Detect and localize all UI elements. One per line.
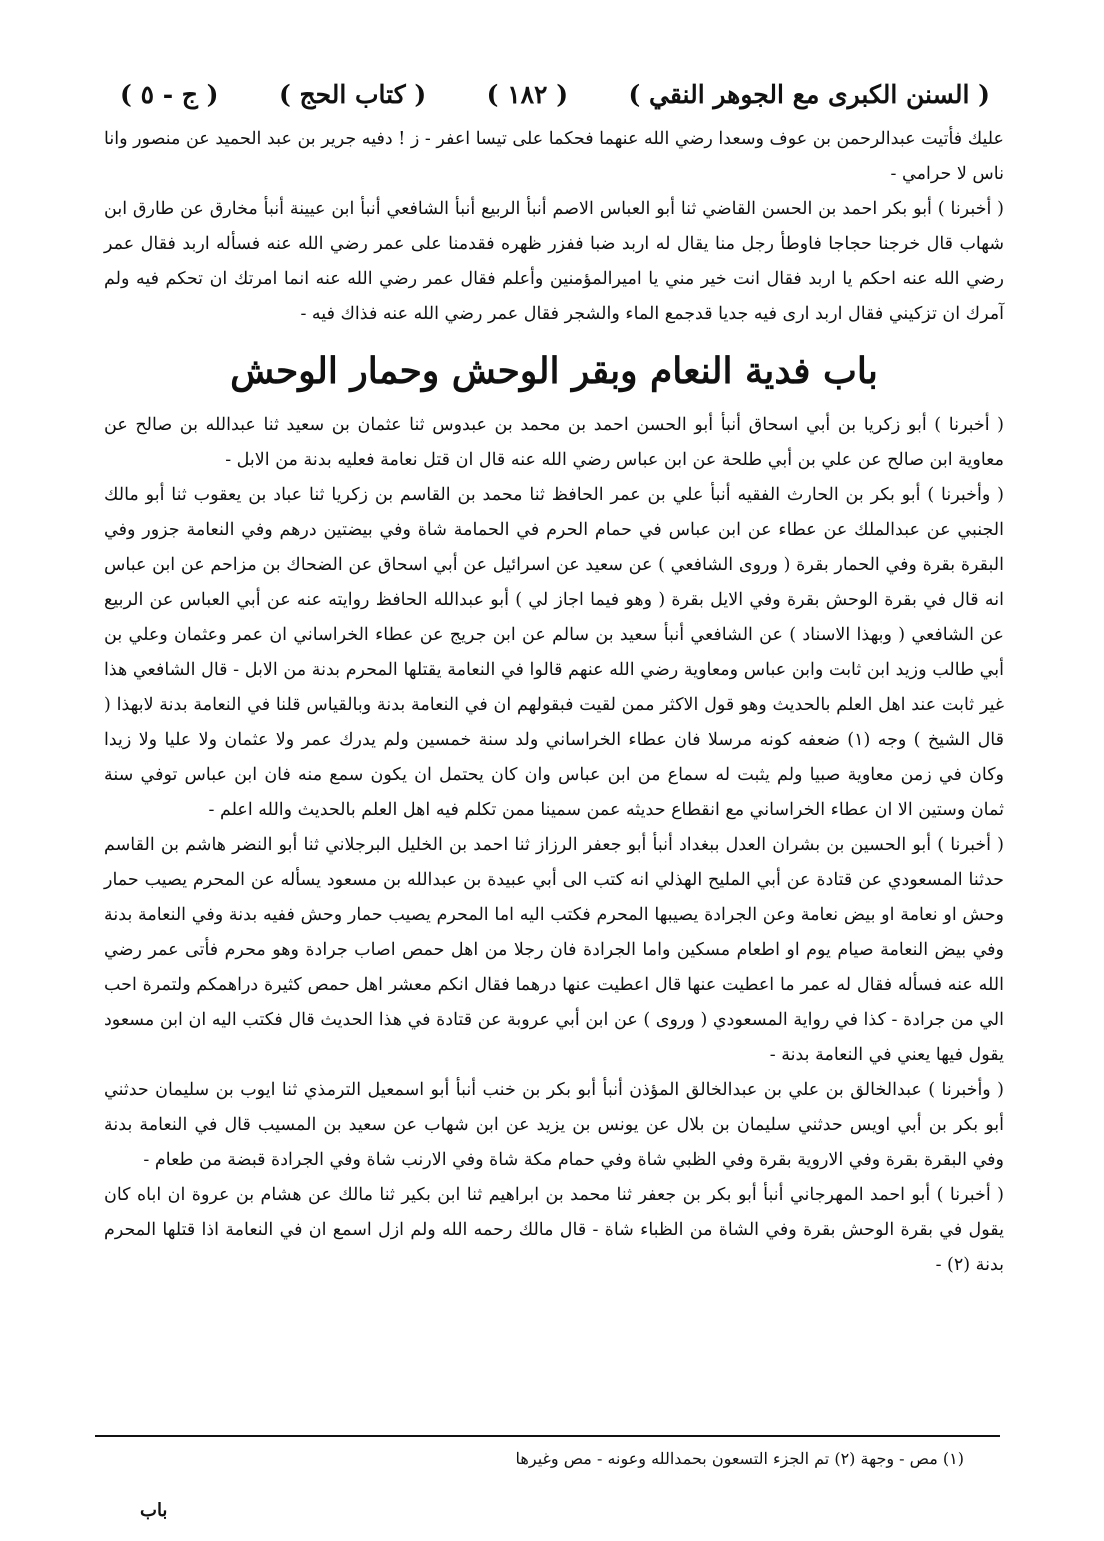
header-page-number: ( ١٨٢ ) [486,79,569,109]
paragraph-continuation: عليك فأتيت عبدالرحمن بن عوف وسعدا رضي الله عنهما فحكما على تيسا اعفر - ز ! دفيه جرير بن عبد الحميد عن منصور وانا ناس لا حرامي - [104,129,1004,184]
paragraph-ata-report: ( وأخبرنا ) أبو بكر بن الحارث الفقيه أنبأ علي بن عمر الحافظ ثنا محمد بن القاسم بن زكريا ثنا عباد بن يعقوب ثنا أبو مالك الجنبي عن عبدالملك عن عطاء عن ابن عباس في حمام الحرم في الحمامة شاة وفي بيضتين درهم وفي النعامة جزور وفي البقرة بقرة وفي الحمار بقرة ( وروى الشافعي ) عن سعيد عن اسرائيل عن أبي اسحاق عن الضحاك بن مزاحم عن ابن عباس انه قال في بقرة الوحش بقرة وفي الايل بقرة ( وهو فيما اجاز لي ) أبو عبدالله الحافظ روايته عنه عن أبي العباس عن الربيع عن الشافعي ( وبهذا الاسناد ) عن الشافعي أنبأ سعيد بن سالم عن ابن جريج عن عطاء الخراساني ان عمر وعثمان وعلي بن أبي طالب وزيد ابن ثابت وابن عباس ومعاوية رضي الله عنهم قالوا في النعامة يقتلها المحرم بدنة من الابل - قال الشافعي هذا غير ثابت عند اهل العلم بالحديث وهو قول الاكثر ممن لقيت فبقولهم ان في النعامة بدنة وبالقياس قلنا في النعامة بدنة لابهذا ( قال الشيخ ) وجه (١) ضعفه كونه مرسلا فان عطاء الخراساني ولد سنة خمسين ولم يدرك عمر ولا عثمان ولا عليا ولا زيدا وكان في زمن معاوية صبيا ولم يثبت له سماع من ابن عباس وان كان يحتمل ان يكون سمع منه فان ابن عباس توفي سنة ثمان وستين الا ان عطاء الخراساني مع انقطاع حديثه عمن سمينا ممن تكلم فيه اهل العلم بالحديث والله اعلم - [104,485,1004,820]
paragraph-tariq-report: ( أخبرنا ) أبو بكر احمد بن الحسن القاضي ثنا أبو العباس الاصم أنبأ الربيع أنبأ الشافعي أنبأ ابن عيينة أنبأ مخارق عن طارق ابن شهاب قال خرجنا حجاجا فاوطأ رجل منا يقال له اربد ضبا ففزر ظهره فقدمنا على عمر رضي الله عنه فسأله اربد فقال عمر رضي الله عنه احكم يا اربد فقال انت خير مني يا اميرالمؤمنين وأعلم فقال عمر رضي الله عنه انما امرتك ان تحكم فيه ولم آمرك ان تزكيني فقال اربد ارى فيه جديا قدجمع الماء والشجر فقال عمر رضي الله عنه فذاك فيه - [104,199,1004,324]
main-text [104,122,1004,1283]
header-title: ( السنن الكبرى مع الجوهر النقي ) [628,79,990,109]
header-volume: ( ج - ٥ ) [120,79,219,109]
paragraph-malik-report: ( أخبرنا ) أبو احمد المهرجاني أنبأ أبو بكر بن جعفر ثنا محمد بن ابراهيم ثنا ابن بكير ثنا مالك عن هشام بن عروة ان اباه كان يقول في بقرة الوحش بقرة وفي الشاة من الظباء شاة - قال مالك رحمه الله ولم ازل اسمع ان في النعامة اذا قتلها المحرم بدنة (٢) - [104,1185,1004,1275]
paragraph-masudi-report: ( أخبرنا ) أبو الحسين بن بشران العدل ببغداد أنبأ أبو جعفر الرزاز ثنا احمد بن الخليل البرجلاني ثنا أبو النضر هاشم بن القاسم حدثنا المسعودي عن قتادة عن أبي المليح الهذلي انه كتب الى أبي عبيدة بن عبدالله بن مسعود يسأله عن المحرم يصيب حمار وحش او نعامة او بيض نعامة وعن الجرادة يصيبها المحرم فكتب اليه اما المحرم يصيب حمار وحش ففيه بدنة وفي النعامة بدنة وفي بيض النعامة صيام يوم او اطعام مسكين واما الجرادة فان رجلا من اهل حمص اصاب جرادة وهو محرم فأتى عمر رضي الله عنه فسأله فقال له عمر ما اعطيت عنها قال اعطيت عنها درهما فقال انكم معشر اهل حمص كثيرة دراهمكم ولتمرة احب الي من جرادة - كذا في رواية المسعودي ( وروى ) عن ابن أبي عروبة عن قتادة في هذا الحديث قال فكتب اليه ان ابن مسعود يقول فيها يعني في النعامة بدنة - [104,835,1004,1065]
paragraph-ibn-musayyib-report: ( وأخبرنا ) عبدالخالق بن علي بن عبدالخالق المؤذن أنبأ أبو بكر بن خنب أنبأ أبو اسمعيل الترمذي ثنا ايوب بن سليمان حدثني أبو بكر بن أبي اويس حدثني سليمان بن بلال عن يونس بن يزيد عن ابن شهاب عن سعيد بن المسيب قال في النعامة بدنة وفي البقرة بقرة وفي الاروية بقرة وفي الظبي شاة وفي حمام مكة شاة وفي الارنب شاة وفي الجرادة قبضة من طعام - [104,1080,1004,1170]
running-header [120,74,990,114]
footnote: (١) مص - وجهة (٢) تم الجزء التسعون بحمدالله وعونه - مص وغيرها [515,1449,964,1468]
header-book: ( كتاب الحج ) [278,79,427,109]
paragraph-ibn-abbas-ostrich: ( أخبرنا ) أبو زكريا بن أبي اسحاق أنبأ أبو الحسن احمد بن محمد بن عبدوس ثنا عثمان بن سعيد ثنا عبدالله بن صالح عن معاوية ابن صالح عن علي بن أبي طلحة عن ابن عباس رضي الله عنه قال ان قتل نعامة فعليه بدنة من الابل - [104,415,1004,470]
section-heading: باب فدية النعام وبقر الوحش وحمار الوحش [230,350,878,392]
footnote-divider [95,1435,1000,1437]
catchword: باب [140,1500,168,1521]
